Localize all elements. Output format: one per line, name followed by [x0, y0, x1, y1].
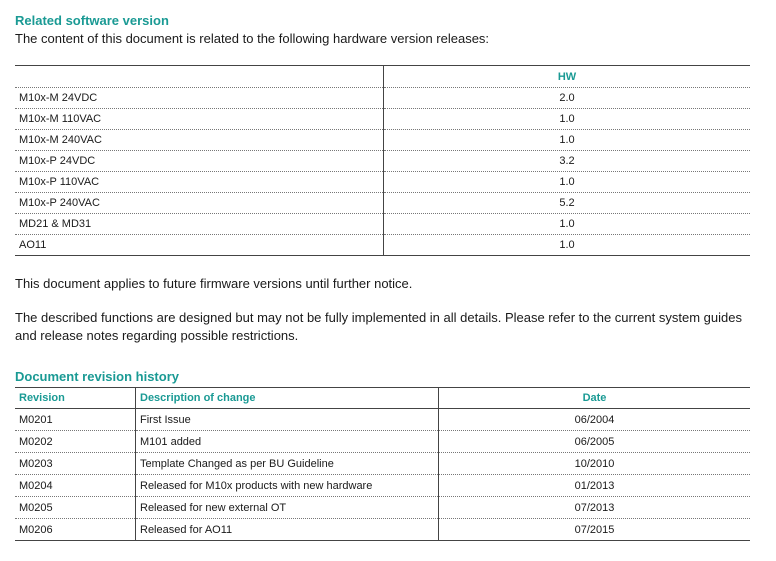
- model-cell: M10x-P 110VAC: [15, 172, 384, 193]
- description-cell: Template Changed as per BU Guideline: [136, 453, 439, 475]
- hw-cell: 2.0: [384, 88, 751, 109]
- model-cell: M10x-M 24VDC: [15, 88, 384, 109]
- hw-cell: 1.0: [384, 130, 751, 151]
- table-row: [15, 475, 750, 497]
- table-row: [15, 235, 750, 256]
- model-cell: M10x-P 240VAC: [15, 193, 384, 214]
- revision-cell: M0204: [15, 475, 136, 497]
- hw-cell: 1.0: [384, 109, 751, 130]
- date-cell: 06/2005: [439, 431, 751, 453]
- hw-cell: 3.2: [384, 151, 751, 172]
- model-cell: AO11: [15, 235, 384, 256]
- model-cell: M10x-M 240VAC: [15, 130, 384, 151]
- firmware-note: This document applies to future firmware versions until further notice.: [15, 276, 413, 291]
- table-row: [15, 519, 750, 541]
- revision-cell: M0203: [15, 453, 136, 475]
- hardware-version-table: [15, 65, 750, 256]
- date-cell: 01/2013: [439, 475, 751, 497]
- table-row: [15, 109, 750, 130]
- hw-cell: 1.0: [384, 172, 751, 193]
- hw-cell: 5.2: [384, 193, 751, 214]
- description-cell: M101 added: [136, 431, 439, 453]
- hw-cell: 1.0: [384, 235, 751, 256]
- date-cell: 06/2004: [439, 409, 751, 431]
- date-cell: 07/2015: [439, 519, 751, 541]
- revision-table-header-row: [15, 388, 750, 409]
- table-row: [15, 431, 750, 453]
- date-cell: 07/2013: [439, 497, 751, 519]
- description-cell: First Issue: [136, 409, 439, 431]
- revision-history-table: [15, 387, 750, 541]
- model-header-cell: [15, 66, 384, 88]
- revision-history-heading: Document revision history: [15, 369, 179, 384]
- table-row: [15, 214, 750, 235]
- table-row: [15, 409, 750, 431]
- hw-header: HW: [384, 66, 751, 88]
- revision-cell: M0206: [15, 519, 136, 541]
- revision-cell: M0205: [15, 497, 136, 519]
- hw-cell: 1.0: [384, 214, 751, 235]
- model-cell: M10x-P 24VDC: [15, 151, 384, 172]
- table-row: [15, 453, 750, 475]
- related-software-heading: Related software version: [15, 13, 169, 28]
- functions-note: The described functions are designed but may not be fully implemented in all details. Please refer to the current system guides and release notes regarding possible restrictions.: [15, 310, 742, 343]
- revision-cell: M0201: [15, 409, 136, 431]
- description-cell: Released for M10x products with new hardware: [136, 475, 439, 497]
- hw-table-header-row: [15, 66, 750, 88]
- description-header: Description of change: [136, 388, 439, 409]
- model-cell: M10x-M 110VAC: [15, 109, 384, 130]
- description-cell: Released for AO11: [136, 519, 439, 541]
- table-row: [15, 130, 750, 151]
- table-row: [15, 193, 750, 214]
- table-row: [15, 172, 750, 193]
- model-cell: MD21 & MD31: [15, 214, 384, 235]
- table-row: [15, 151, 750, 172]
- table-row: [15, 497, 750, 519]
- description-cell: Released for new external OT: [136, 497, 439, 519]
- revision-cell: M0202: [15, 431, 136, 453]
- date-cell: 10/2010: [439, 453, 751, 475]
- related-intro-text: The content of this document is related to the following hardware version releases:: [15, 31, 490, 46]
- table-row: [15, 88, 750, 109]
- date-header: Date: [439, 388, 751, 409]
- revision-header: Revision: [15, 388, 136, 409]
